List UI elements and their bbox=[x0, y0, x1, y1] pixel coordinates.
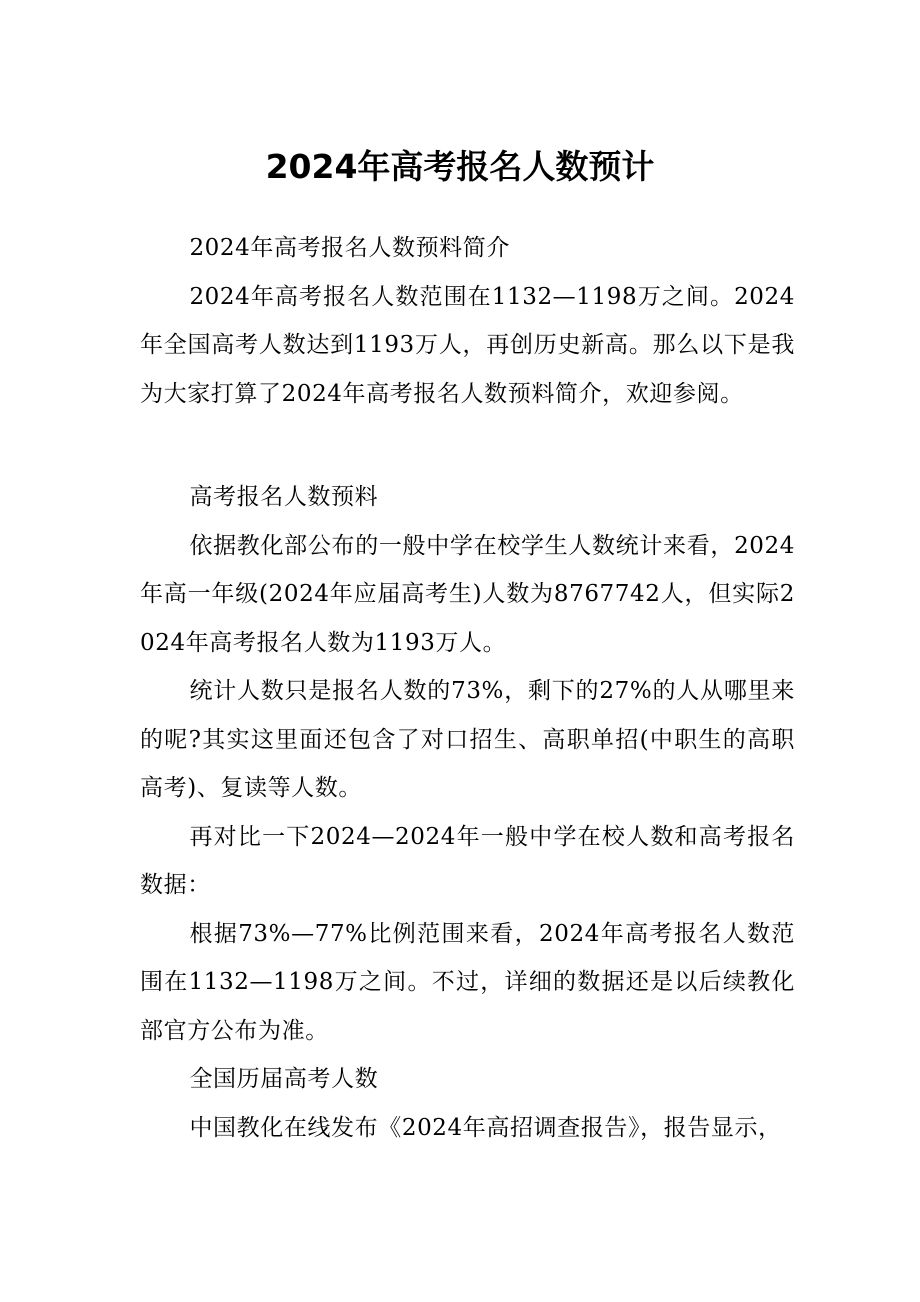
paragraph: 根据73%—77%比例范围来看，2024年高考报名人数范围在1132—1198万之间。不过，详细的数据还是以后续教化部官方公布为准。 bbox=[140, 920, 795, 1044]
paragraph: 依据教化部公布的一般中学在校学生人数统计来看，2024年高一年级(2024年应届高考生)人数为8767742人，但实际2024年高考报名人数为1193万人。 bbox=[140, 532, 795, 656]
section-heading-history: 全国历届高考人数 bbox=[189, 1066, 379, 1092]
paragraph: 中国教化在线发布《2024年高招调查报告》，报告显示， bbox=[189, 1114, 782, 1141]
section-heading-forecast: 高考报名人数预料 bbox=[189, 484, 379, 510]
document-body bbox=[140, 224, 795, 1152]
paragraph: 统计人数只是报名人数的73%，剩下的27%的人从哪里来的呢?其实这里面还包含了对口招生、高职单招(中职生的高职高考)、复读等人数。 bbox=[140, 678, 795, 801]
section-heading-intro: 2024年高考报名人数预料简介 bbox=[189, 235, 510, 261]
paragraph: 再对比一下2024—2024年一般中学在校人数和高考报名数据： bbox=[140, 823, 795, 898]
paragraph: 2024年高考报名人数范围在1132—1198万之间。2024年全国高考人数达到1193万人，再创历史新高。那么以下是我为大家打算了2024年高考报名人数预料简介，欢迎参阅。 bbox=[140, 283, 795, 407]
document-title: 2024年高考报名人数预计 bbox=[265, 147, 655, 186]
